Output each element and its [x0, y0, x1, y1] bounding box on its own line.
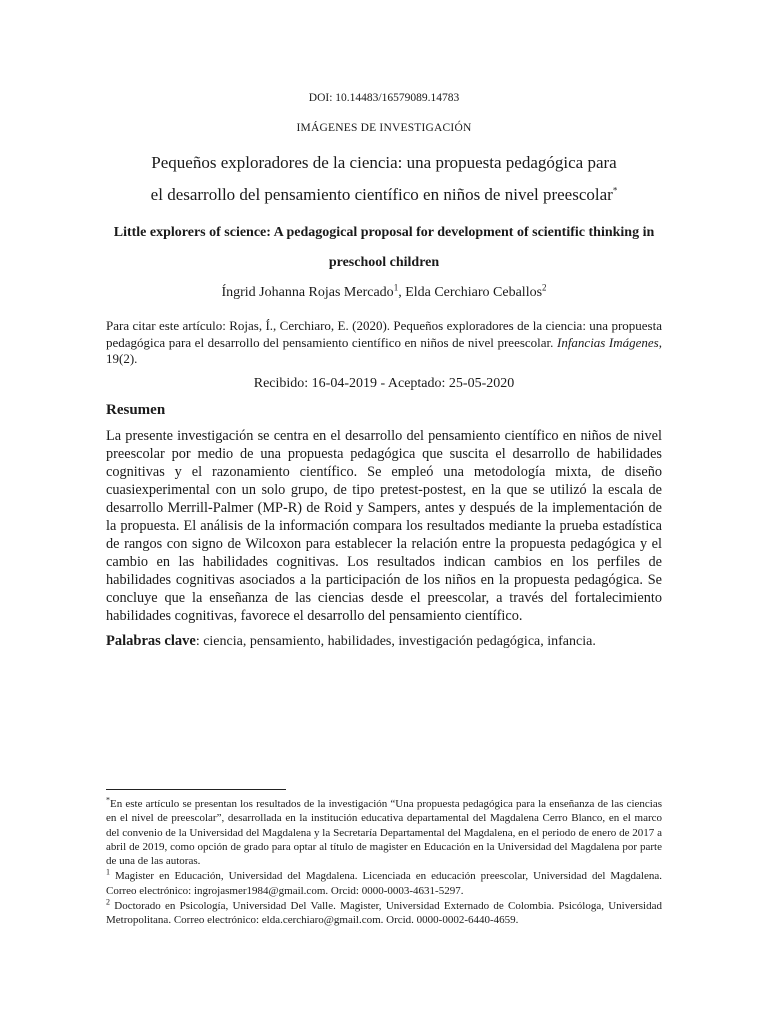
citation-block	[106, 318, 662, 368]
keywords-text: : ciencia, pensamiento, habilidades, investigación pedagógica, infancia.	[195, 634, 596, 649]
title-spanish-line-2-text: el desarrollo del pensamiento científico en niños de nivel preescolar	[150, 185, 613, 204]
title-spanish-line-1: Pequeños exploradores de la ciencia: una propuesta pedagógica para	[151, 153, 617, 172]
footnotes	[106, 797, 662, 929]
author-2-name: Elda Cerchiaro Ceballos	[405, 285, 543, 300]
section-label: IMÁGENES DE INVESTIGACIÓN	[296, 122, 472, 134]
footnote-2	[106, 899, 662, 928]
keywords-line	[106, 632, 662, 651]
footnote-1-text: Magister en Educación, Universidad del Magdalena. Licenciada en educación preescolar, Universidad del Magdalena. Correo electrónico: ingrojasmer1984@gmail.com. Orcid: 0000-0003-4631-5297.	[106, 870, 662, 897]
abstract-heading: Resumen	[106, 402, 166, 418]
footnote-2-mark: 2	[106, 897, 110, 907]
footnote-star	[106, 797, 662, 868]
keywords-label: Palabras clave	[106, 633, 196, 649]
authors-line	[0, 282, 768, 301]
authors-separator: ,	[398, 285, 406, 300]
footnote-1-mark: 1	[106, 867, 110, 877]
citation-journal: Infancias Imágenes	[556, 334, 659, 350]
footnote-divider	[106, 789, 286, 790]
author-1-ref: 1	[393, 282, 399, 293]
footnote-1	[106, 869, 662, 898]
citation-suffix: , 19(2).	[106, 334, 662, 366]
citation-prefix: Para citar este artículo: Rojas, Í., Cerchiaro, E. (2020). Pequeños exploradores de la ciencia: una propuesta pedagógica para el desarrollo del pensamiento científico en niños de nivel preescolar.	[106, 318, 662, 350]
title-english: Little explorers of science: A pedagogical proposal for development of scientific thinking in preschool children	[113, 225, 655, 270]
author-1-name: Íngrid Johanna Rojas Mercado	[221, 285, 394, 300]
title-footnote-mark: *	[612, 185, 618, 196]
abstract-text: La presente investigación se centra en el desarrollo del pensamiento científico en niños de nivel preescolar por medio de una propuesta pedagógica que suscita el desarrollo de habilidades cognitivas y el razonamiento científico. Se empleó una metodología mixta, de diseño cuasiexperimental con un solo grupo, de tipo pretest-postest, en la que se utilizó la escala de desarrollo Merrill-Palmer (MP-R) de Roid y Sampers, antes y después de la implementación de la propuesta. El análisis de la información compara los resultados mediante la prueba estadística de rangos con signo de Wilcoxon para establecer la relación entre la propuesta pedagógica y el cambio en las habilidades cognitivas. Los resultados indican cambios en los perfiles de habilidades cognitivas asociados a la participación de los niños en la propuesta pedagógica. Se concluye que la enseñanza de las ciencias desde el preescolar, a través del fortalecimiento habilidades cognitivas, favorece el desarrollo del pensamiento científico.	[106, 428, 662, 624]
footnote-2-text: Doctorado en Psicología, Universidad Del Valle. Magister, Universidad Externado de Colombia. Psicóloga, Universidad Metropolitana. Correo electrónico: elda.cerchiaro@gmail.com. Orcid. 0000-0002-6440-4659.	[106, 900, 662, 927]
author-2-ref: 2	[542, 282, 547, 293]
doi-line: DOI: 10.14483/16579089.14783	[308, 92, 460, 104]
title-spanish-line-2	[60, 179, 708, 211]
footnote-star-text: En este artículo se presentan los resultados de la investigación “Una propuesta pedagógica para la enseñanza de las ciencias en el nivel de preescolar”, desarrollada en la institución educativa departamental del Magdalena Cerro Blanco, en el marco del convenio de la Universidad del Magdalena y la Secretaría Departamental del Magdalena, en el periodo de enero de 2017 a abril de 2019, como opción de grado para optar al título de magister en Educación en la Universidad del Magdalena por parte de una de las autoras.	[106, 798, 662, 868]
footnote-star-mark: *	[106, 795, 110, 805]
received-accepted-dates: Recibido: 16-04-2019 - Aceptado: 25-05-2020	[253, 376, 515, 391]
title-spanish	[60, 147, 708, 211]
